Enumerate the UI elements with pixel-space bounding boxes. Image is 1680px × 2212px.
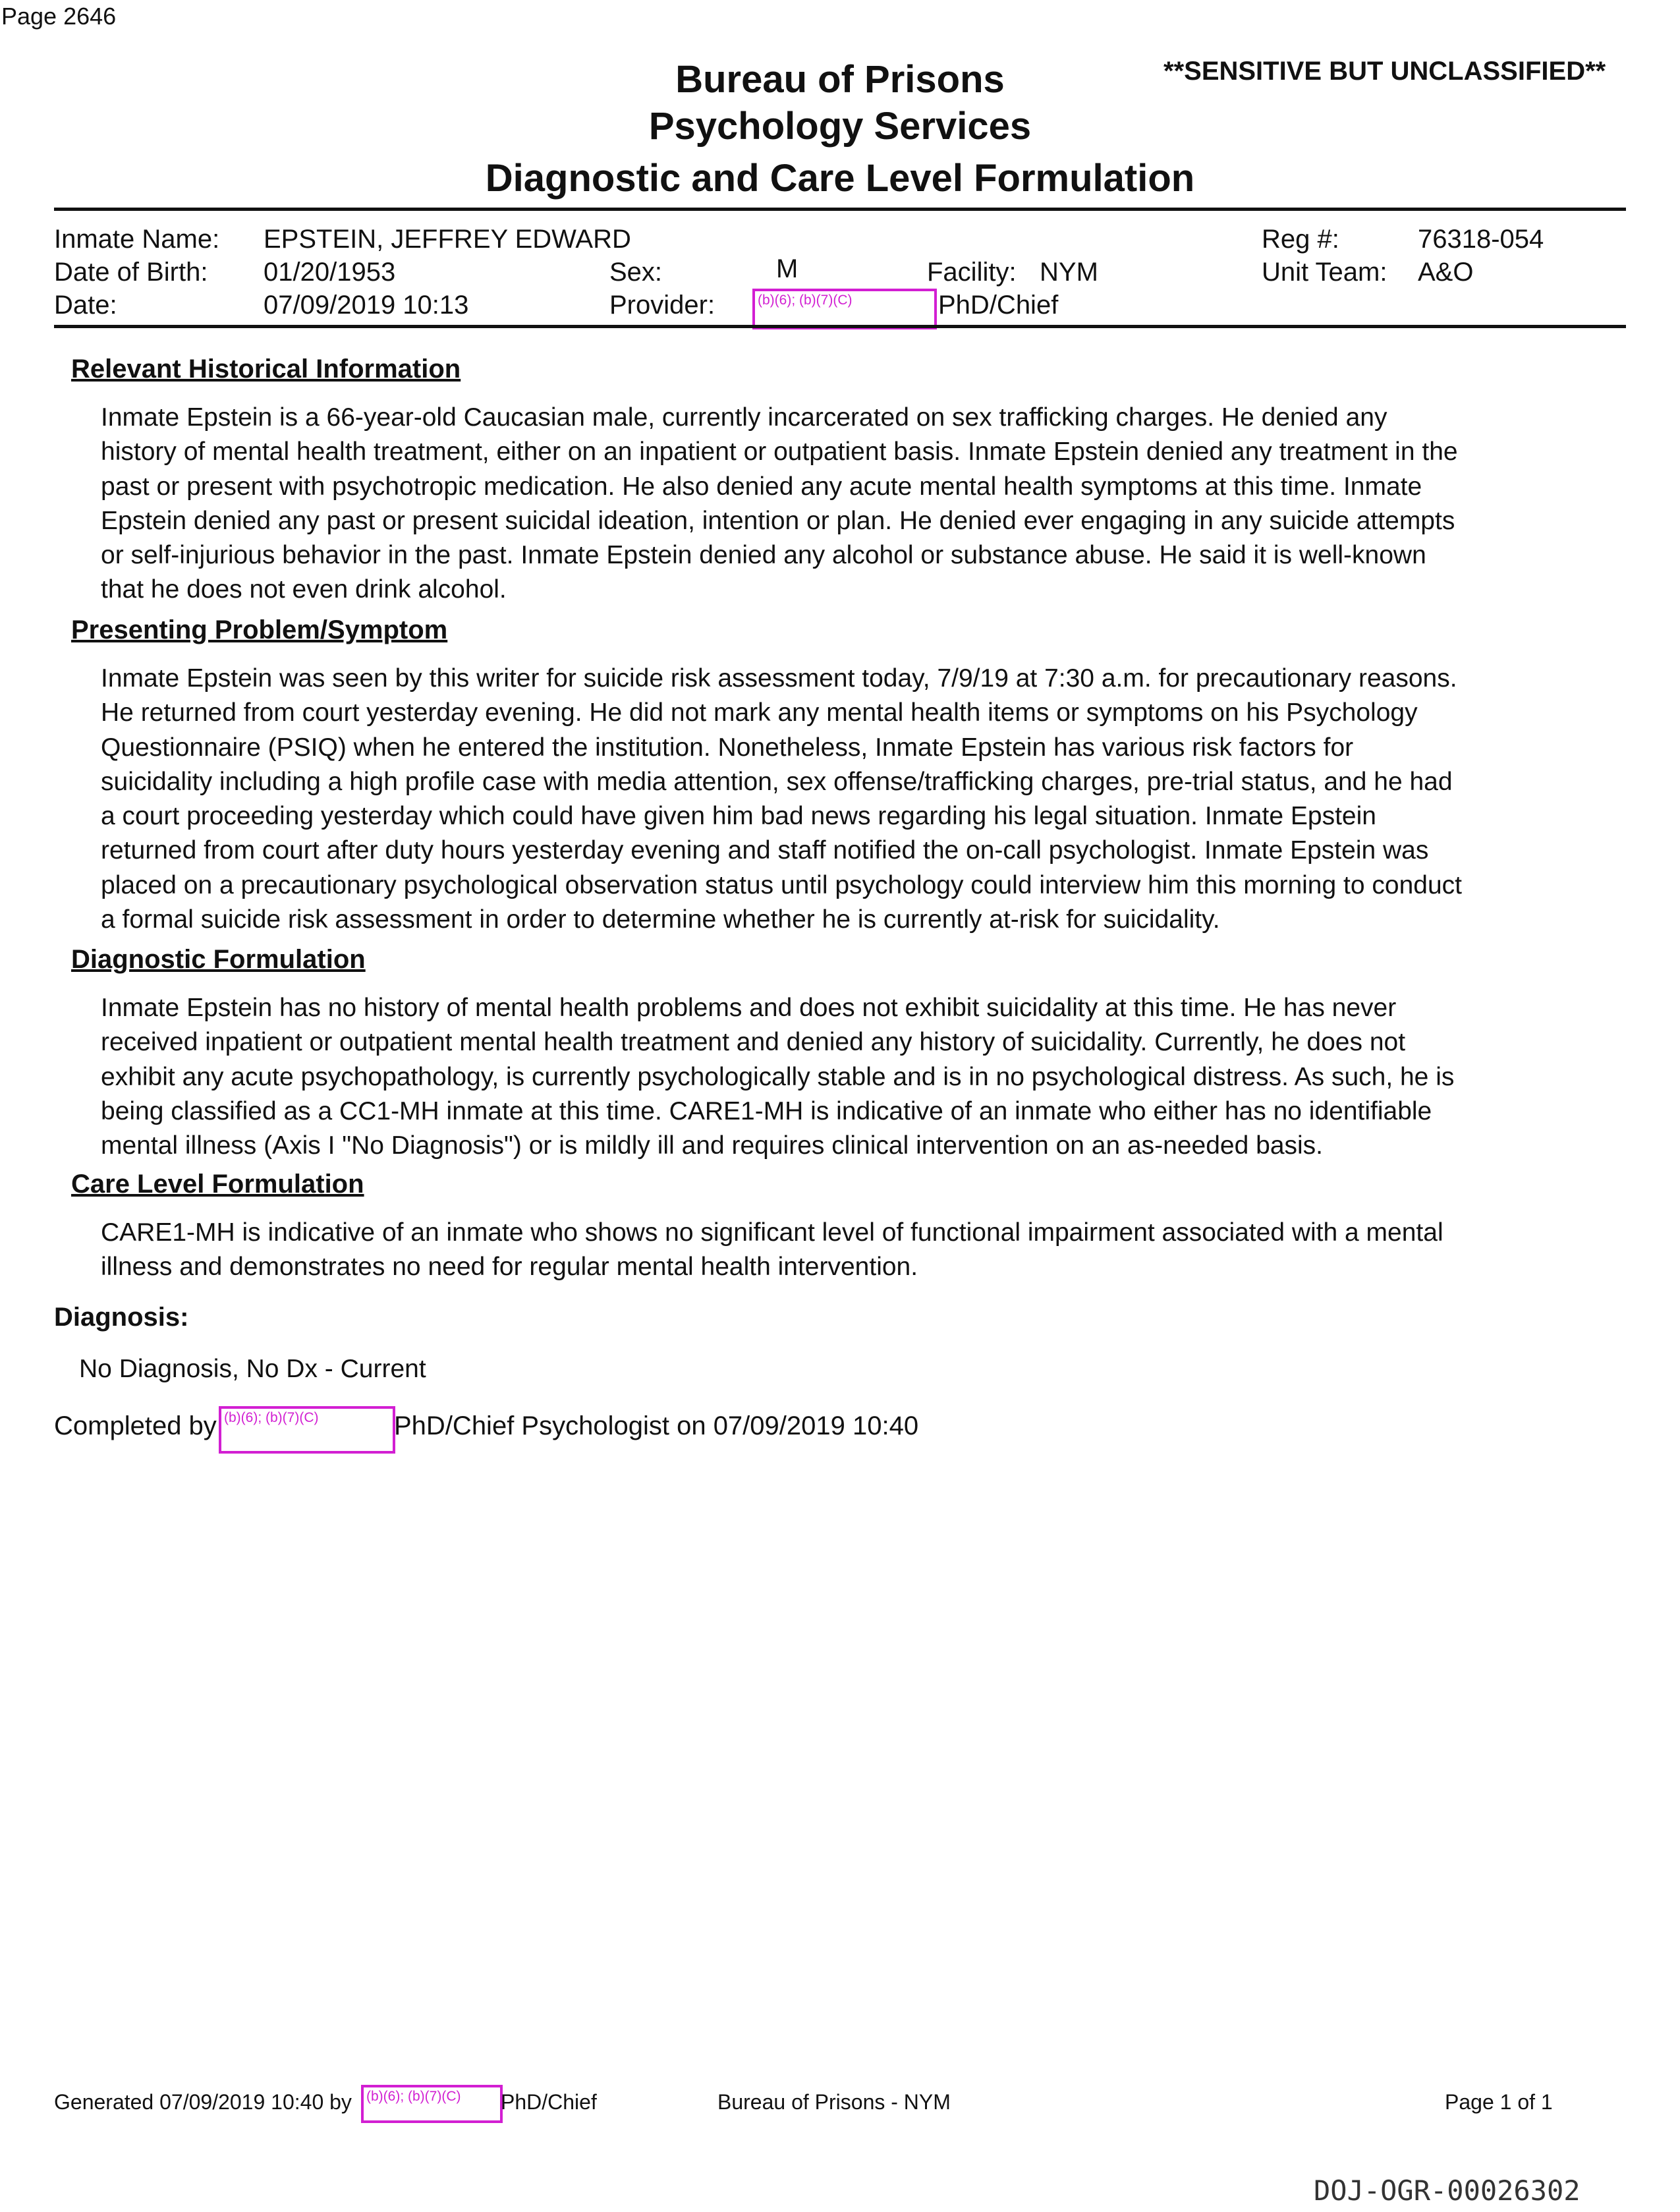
text-line: Inmate Epstein is a 66-year-old Caucasian male, currently incarcerated on sex trafficking charges. He denied any [101,403,1387,432]
text-line: returned from court after duty hours yesterday evening and staff notified the on-call psychologist. Inmate Epstein was [101,836,1429,865]
text-line: or self-injurious behavior in the past. Inmate Epstein denied any alcohol or substance abuse. He said it is well-known [101,541,1426,570]
dob-value: 01/20/1953 [264,258,396,287]
section-heading-diagnostic: Diagnostic Formulation [71,945,366,974]
bates-stamp: DOJ-OGR-00026302 [1314,2174,1581,2207]
page-number: Page 2646 [1,3,117,30]
text-line: illness and demonstrates no need for regular mental health intervention. [101,1253,918,1282]
section-body-presenting [101,662,1577,937]
text-line: that he does not even drink alcohol. [101,575,507,604]
diagnosis-value: No Diagnosis, No Dx - Current [79,1355,426,1383]
footer-page-of: Page 1 of 1 [1445,2090,1553,2114]
sex-value: M [776,254,798,283]
facility-label: Facility: [927,258,1017,287]
text-line: being classified as a CC1-MH inmate at this time. CARE1-MH is indicative of an inmate who either has no identifiable [101,1096,1432,1125]
footer-generated-suffix: PhD/Chief [501,2090,597,2114]
date-label: Date: [54,291,117,320]
redaction-code: (b)(6); (b)(7)(C) [366,2089,461,2104]
section-heading-historical: Relevant Historical Information [71,354,461,383]
section-body-diagnostic [101,991,1577,1163]
unit-team-label: Unit Team: [1262,258,1387,287]
text-line: mental illness (Axis I "No Diagnosis") or is mildly ill and requires clinical intervention on an as-needed basis. [101,1131,1324,1160]
facility-value: NYM [1040,258,1098,287]
title-form: Diagnostic and Care Level Formulation [485,157,1195,200]
header-bottom-rule [54,325,1626,328]
redaction-code: (b)(6); (b)(7)(C) [758,293,853,308]
text-line: past or present with psychotropic medication. He also denied any acute mental health symptoms at this time. Inmate [101,472,1422,501]
text-line: a formal suicide risk assessment in order to determine whether he is currently at-risk for suicidality. [101,905,1220,934]
section-body-historical [101,401,1577,608]
text-line: history of mental health treatment, either on an inpatient or outpatient basis. Inmate Epstein denied any treatment in the [101,438,1458,467]
footer-redaction-box [361,2085,503,2123]
text-line: suicidality including a high profile case with media attention, sex offense/trafficking charges, pre-trial status, and he had [101,767,1453,796]
text-line: CARE1-MH is indicative of an inmate who shows no significant level of functional impairment associated with a mental [101,1218,1443,1247]
text-line: exhibit any acute psychopathology, is currently psychologically stable and is in no psychological distress. As such, he is [101,1062,1455,1091]
text-line: Epstein denied any past or present suicidal ideation, intention or plan. He denied ever engaging in any suicide attempts [101,506,1455,535]
section-body-care-level [101,1216,1577,1285]
text-line: a court proceeding yesterday which could have given him bad news regarding his legal situation. Inmate Epstein [101,802,1376,831]
text-line: placed on a precautionary psychological observation status until psychology could interview him this morning to conduct [101,870,1462,899]
unit-team-value: A&O [1418,258,1474,287]
inmate-name-label: Inmate Name: [54,225,220,254]
dob-label: Date of Birth: [54,258,208,287]
title-department: Psychology Services [648,105,1032,148]
reg-number-value: 76318-054 [1418,225,1544,254]
completed-by-redaction-box [219,1406,395,1454]
provider-redaction-box [752,289,937,329]
text-line: Questionnaire (PSIQ) when he entered the institution. Nonetheless, Inmate Epstein has various risk factors for [101,733,1354,762]
completed-by-suffix: PhD/Chief Psychologist on 07/09/2019 10:40 [394,1411,919,1440]
completed-by-prefix: Completed by [54,1411,217,1440]
sex-label: Sex: [609,258,663,287]
diagnosis-heading: Diagnosis: [54,1303,189,1332]
footer-generated-prefix: Generated 07/09/2019 10:40 by [54,2090,352,2114]
section-heading-presenting: Presenting Problem/Symptom [71,615,448,644]
text-line: He returned from court yesterday evening. He did not mark any mental health items or symptoms on his Psychology [101,698,1418,727]
reg-number-label: Reg #: [1262,225,1339,254]
text-line: Inmate Epstein has no history of mental health problems and does not exhibit suicidality at this time. He has never [101,994,1397,1022]
inmate-name-value: EPSTEIN, JEFFREY EDWARD [264,225,631,254]
date-value: 07/09/2019 10:13 [264,291,469,320]
text-line: received inpatient or outpatient mental health treatment and denied any history of suicidality. Currently, he does not [101,1028,1406,1057]
section-heading-care-level: Care Level Formulation [71,1170,364,1199]
redaction-code: (b)(6); (b)(7)(C) [224,1410,319,1425]
header-top-rule [54,208,1626,211]
footer-location: Bureau of Prisons - NYM [717,2090,951,2114]
classification-banner: **SENSITIVE BUT UNCLASSIFIED** [1163,57,1606,86]
title-agency: Bureau of Prisons [675,58,1005,101]
text-line: Inmate Epstein was seen by this writer for suicide risk assessment today, 7/9/19 at 7:30 a.m. for precautionary reasons. [101,664,1457,693]
provider-label: Provider: [609,291,715,320]
provider-title: PhD/Chief [938,291,1059,320]
